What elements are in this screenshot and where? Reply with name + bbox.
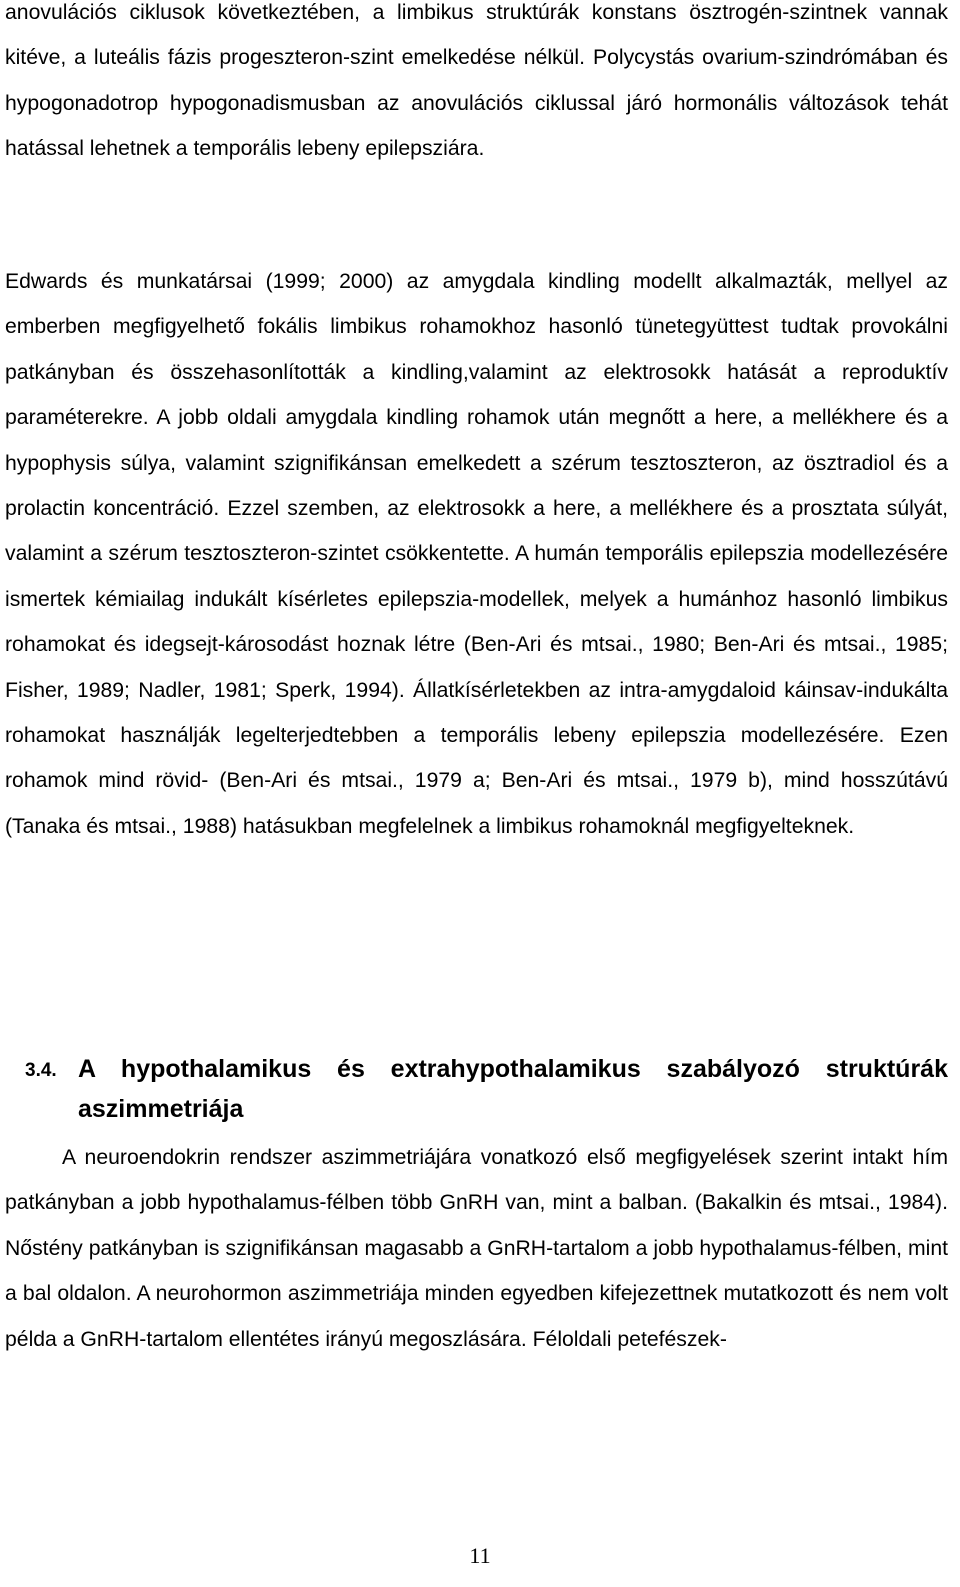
- section-title: A hypothalamikus és extrahypothalamikus szabályozó struktúrák aszimmetriája: [78, 1055, 948, 1123]
- paragraph-hormonal-changes: anovulációs ciklusok következtében, a limbikus struktúrák konstans ösztrogén-szintnek vannak kitéve, a luteális fázis progeszteron-szint emelkedése nélkül. Polycystás ovarium-szindrómában és hypogonadotrop hypogonadismusban az anovulációs ciklussal járó hormonális változások tehát hatással lehetnek a temporális lebeny epilepsziára.: [5, 1, 948, 161]
- section-number: 3.4.: [25, 1060, 57, 1081]
- paragraph-amygdala-kindling: Edwards és munkatársai (1999; 2000) az amygdala kindling modellt alkalmazták, mellyel az emberben megfigyelhető fokális limbikus rohamokhoz hasonló tünetegyüttest tudtak provokálni patkányban és összehasonlították a kindling,valamint az elektrosokk hatását a reproduktív paraméterekre. A jobb oldali amygdala kindling rohamok után megnőtt a here, a mellékhere és a hypophysis súlya, valamint szignifikánsan emelkedett a szérum tesztoszteron, az ösztradiol és a prolactin koncentráció. Ezzel szemben, az elektrosokk a here, a mellékhere és a prosztata súlyát, valamint a szérum tesztoszteron-szintet csökkentette. A humán temporális epilepszia modellezésére ismertek kémiailag indukált kísérletes epilepszia-modellek, melyek a humánhoz hasonló limbikus rohamokat és idegsejt-károsodást hoznak létre (Ben-Ari és mtsai., 1980; Ben-Ari és mtsai., 1985; Fisher, 1989; Nadler, 1981; Sperk, 1994). Állatkísérletekben az intra-amygdaloid káinsav-indukálta rohamokat használják legelterjedtebben a temporális lebeny epilepszia modellezésére. Ezen rohamok mind rövid- (Ben-Ari és mtsai., 1979 a; Ben-Ari és mtsai., 1979 b), mind hosszútávú (Tanaka és mtsai., 1988) hatásukban megfelelnek a limbikus rohamoknál megfigyelteknek.: [5, 270, 948, 838]
- page-number: 11: [469, 1543, 491, 1568]
- paragraph-neuroendocrine-asymmetry: [5, 1135, 948, 1362]
- paragraph-neuroendocrine-asymmetry-text: A neuroendokrin rendszer aszimmetriájára vonatkozó első megfigyelések szerint intakt hím patkányban a jobb hypothalamus-félben több GnRH van, mint a balban. (Bakalkin és mtsai., 1984). Nőstény patkányban is szignifikánsan magasabb a GnRH-tartalom a jobb hypothalamus-félben, mint a bal oldalon. A neurohormon aszimmetriája minden egyedben kifejezettnek mutatkozott és nem volt példa a GnRH-tartalom ellentétes irányú megoszlására. Féloldali petefészek-: [5, 1146, 948, 1351]
- section-heading: [5, 1049, 948, 1129]
